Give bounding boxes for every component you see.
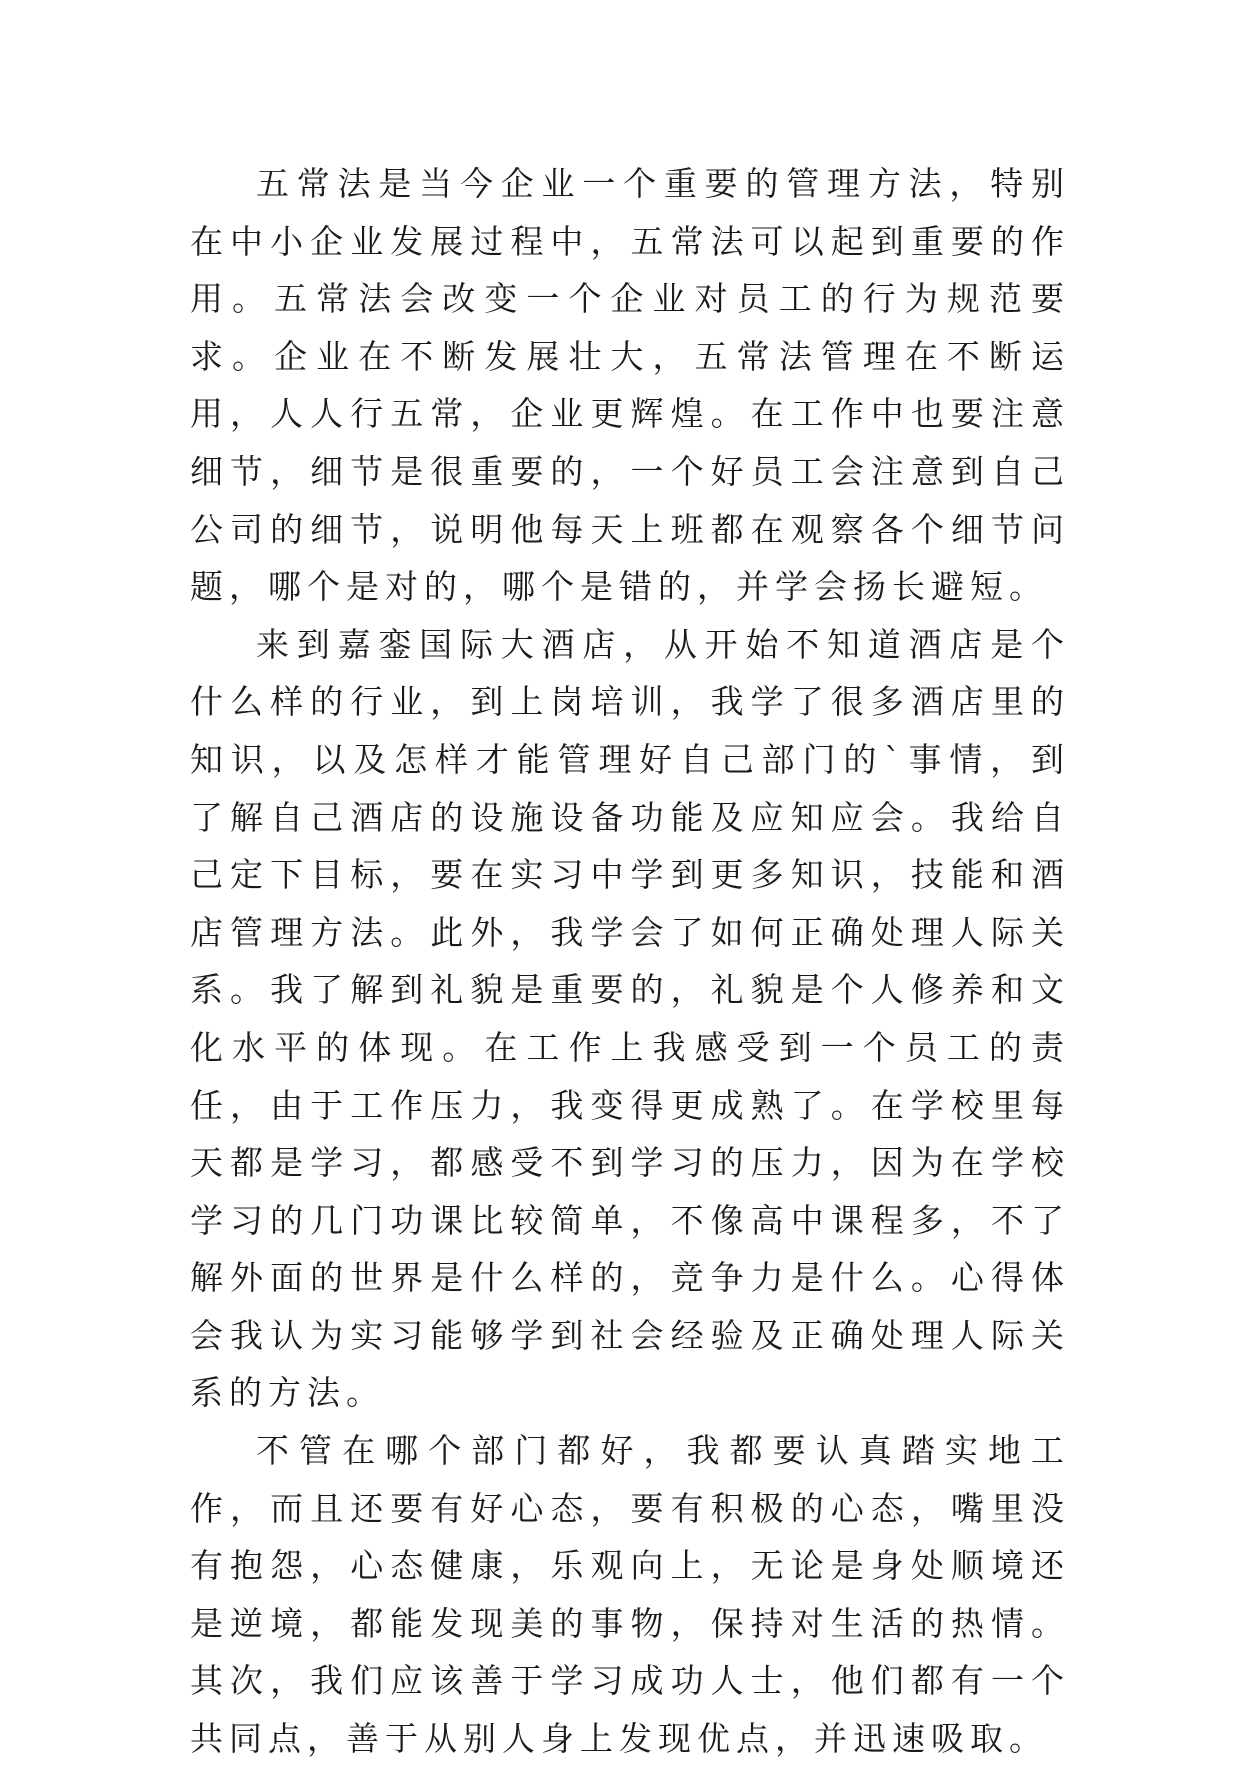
paragraph-3: 不管在哪个部门都好，我都要认真踏实地工作，而且还要有好心态，要有积极的心态，嘴里没有抱怨，心态健康，乐观向上，无论是身处顺境还是逆境，都能发现美的事物，保持对生活的热情。其次，我们应该善于学习成功人士，他们都有一个共同点，善于从别人身上发现优点，并迅速吸取。 [190,1431,1070,1759]
paragraph-2: 来到嘉銮国际大酒店，从开始不知道酒店是个什么样的行业，到上岗培训，我学了很多酒店里的知识，以及怎样才能管理好自己部门的`事情，到了解自己酒店的设施设备功能及应知应会。我给自己定下目标，要在实习中学到更多知识，技能和酒店管理方法。此外，我学会了如何正确处理人际关系。我了解到礼貌是重要的，礼貌是个人修养和文化水平的体现。在工作上我感受到一个员工的责任，由于工作压力，我变得更成熟了。在学校里每天都是学习，都感受不到学习的压力，因为在学校学习的几门功课比较简单，不像高中课程多，不了解外面的世界是什么样的，竞争力是什么。心得体会我认为实习能够学到社会经验及正确处理人际关系的方法。 [190,624,1070,1413]
paragraph-1: 五常法是当今企业一个重要的管理方法，特别在中小企业发展过程中，五常法可以起到重要的作用。五常法会改变一个企业对员工的行为规范要求。企业在不断发展壮大，五常法管理在不断运用，人人行五常，企业更辉煌。在工作中也要注意细节，细节是很重要的，一个好员工会注意到自己公司的细节，说明他每天上班都在观察各个细节问题，哪个是对的，哪个是错的，并学会扬长避短。 [190,164,1070,607]
body-text [190,155,1070,1768]
